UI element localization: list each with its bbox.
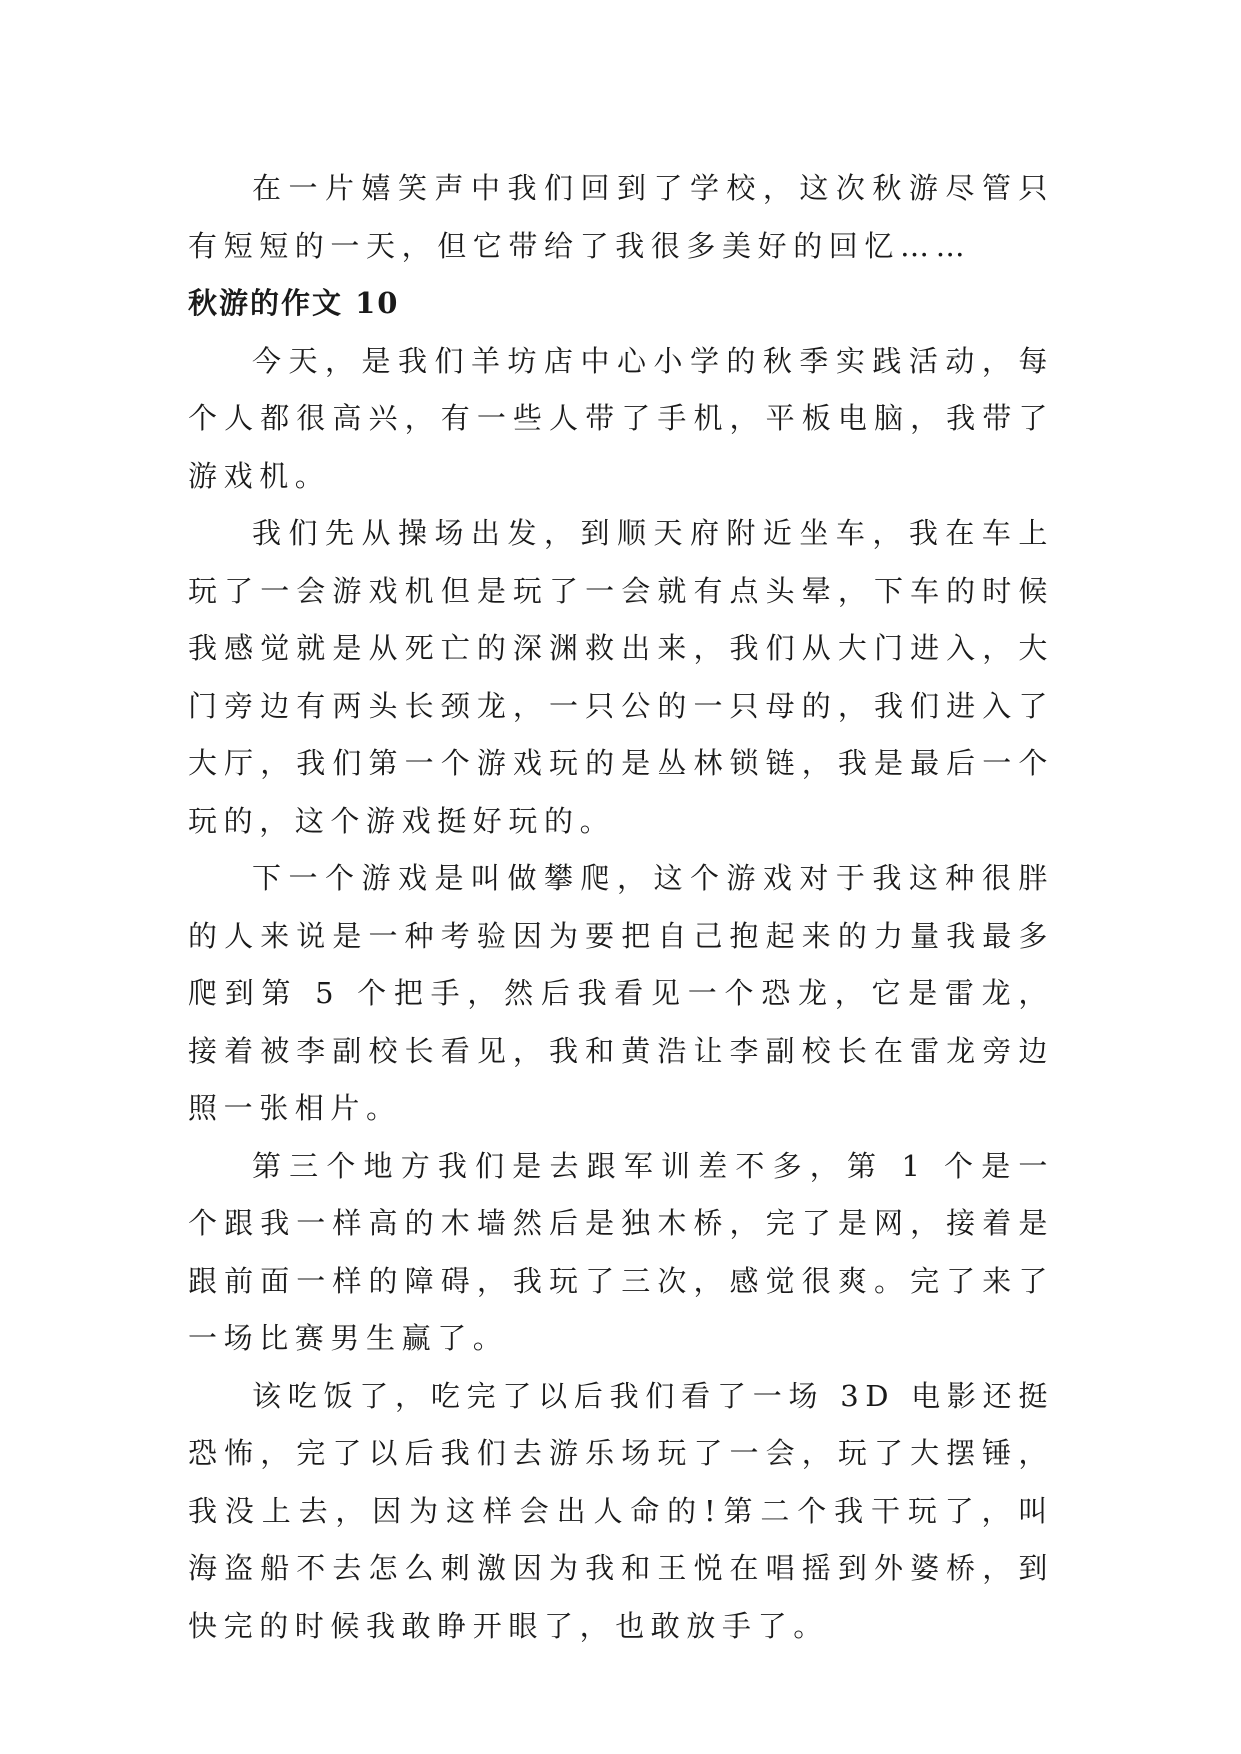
body-paragraph-1: 今天，是我们羊坊店中心小学的秋季实践活动，每个人都很高兴，有一些人带了手机，平板电脑，我带了游戏机。 xyxy=(188,343,1054,493)
intro-paragraph: 在一片嬉笑声中我们回到了学校，这次秋游尽管只有短短的一天，但它带给了我很多美好的回忆…… xyxy=(188,171,1054,263)
body-paragraph-4: 第三个地方我们是去跟军训差不多，第 1 个是一个跟我一样高的木墙然后是独木桥，完了是网，接着是跟前面一样的障碍，我玩了三次，感觉很爽。完了来了一场比赛男生赢了。 xyxy=(188,1148,1054,1355)
document-page xyxy=(188,160,1054,1655)
body-paragraph-3: 下一个游戏是叫做攀爬，这个游戏对于我这种很胖的人来说是一种考验因为要把自己抱起来的力量我最多爬到第 5 个把手，然后我看见一个恐龙，它是雷龙，接着被李副校长看见，我和黄浩让李副校长在雷龙旁边照一张相片。 xyxy=(188,861,1054,1125)
body-paragraph-2: 我们先从操场出发，到顺天府附近坐车，我在车上玩了一会游戏机但是玩了一会就有点头晕，下车的时候我感觉就是从死亡的深渊救出来，我们从大门进入，大门旁边有两头长颈龙，一只公的一只母的，我们进入了大厅，我们第一个游戏玩的是丛林锁链，我是最后一个玩的，这个游戏挺好玩的。 xyxy=(188,516,1054,838)
section-title: 秋游的作文 10 xyxy=(188,286,400,320)
body-paragraph-5: 该吃饭了，吃完了以后我们看了一场 3D 电影还挺恐怖，完了以后我们去游乐场玩了一会，玩了大摆锤，我没上去，因为这样会出人命的!第二个我干玩了，叫海盗船不去怎么刺激因为我和王悦在唱摇到外婆桥，到快完的时候我敢睁开眼了，也敢放手了。 xyxy=(188,1378,1054,1643)
